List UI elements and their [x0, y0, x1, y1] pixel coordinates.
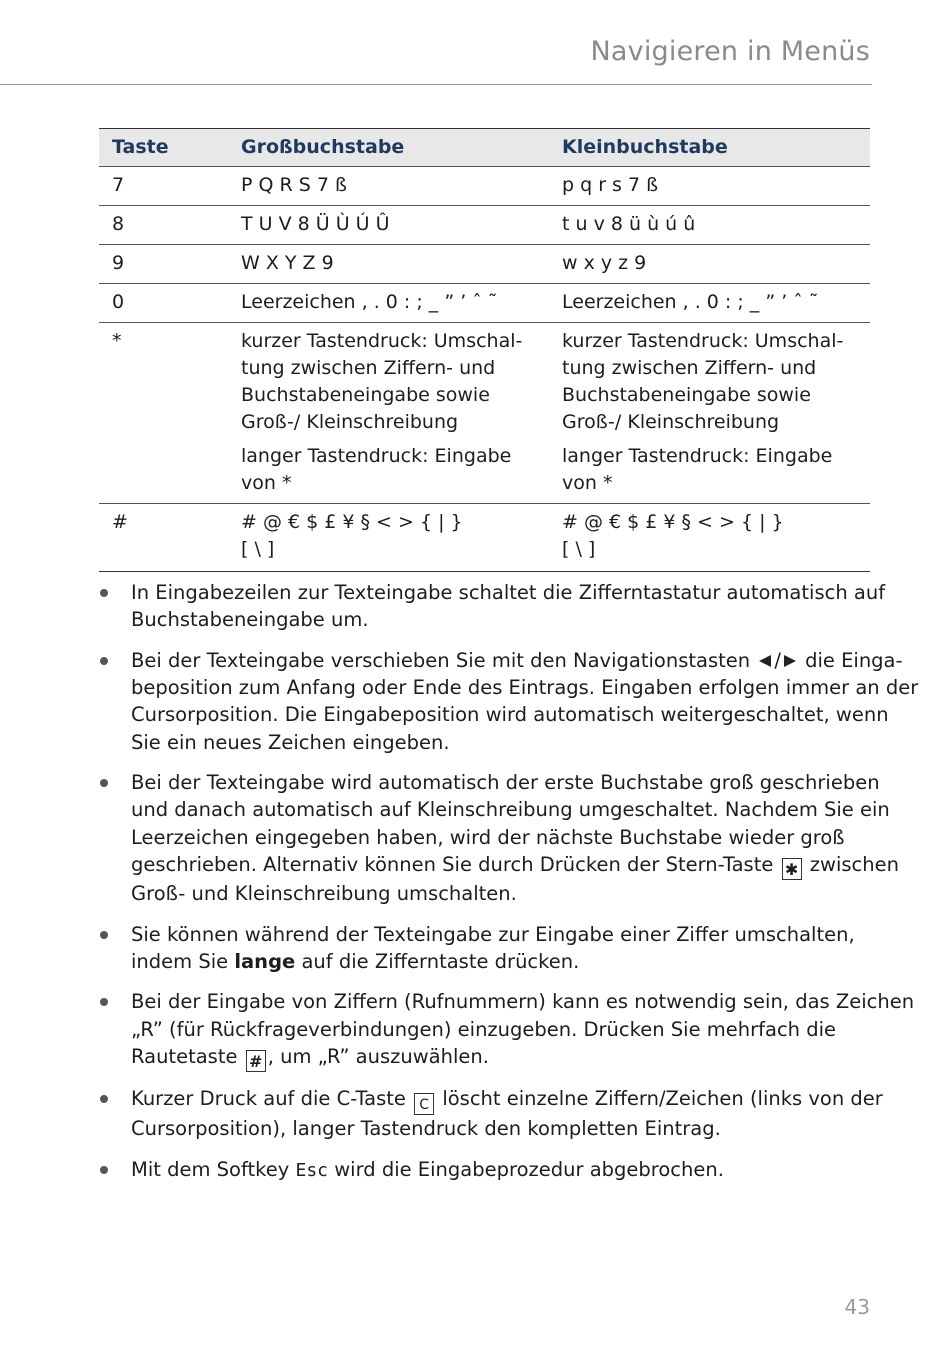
key-cell: 8: [99, 206, 228, 245]
lowercase-cell: [549, 323, 870, 504]
short-press-description: kurzer Tastendruck: Umschal- tung zwischen Ziffern- und Buchstabeneingabe sowie Groß-/ Kleinschreibung: [562, 330, 844, 433]
key-cell: #: [99, 504, 228, 572]
c-key-icon: C: [414, 1093, 434, 1115]
lowercase-cell: w x y z 9: [549, 245, 870, 284]
list-item: Bei der Texteingabe verschieben Sie mit den Navigationstasten / die Einga- beposition zum Anfang oder Ende des Eintrags. Eingaben erfolgen immer an der Cursorposition. Die Eingabeposition wird automatisch weitergeschaltet, wenn Sie ein neues Zeichen eingeben.: [99, 647, 874, 756]
list-item: Mit dem Softkey Esc wird die Eingabeprozedur abgebrochen.: [99, 1156, 874, 1184]
lowercase-cell: # @ € $ £ ¥ § < > { | } [ \ ]: [549, 504, 870, 572]
key-mapping-table: [99, 128, 870, 572]
emphasis-text: lange: [234, 949, 296, 973]
list-item: In Eingabezeilen zur Texteingabe schaltet die Zifferntastatur automatisch auf Buchstabeneingabe um.: [99, 579, 874, 633]
hash-key-icon: #: [246, 1050, 266, 1072]
column-header-lowercase: Kleinbuchstabe: [549, 129, 870, 167]
lowercase-cell: t u v 8 ü ù ú û: [549, 206, 870, 245]
table-row: [99, 167, 870, 206]
uppercase-cell: P Q R S 7 ß: [228, 167, 549, 206]
uppercase-cell: T U V 8 Ü Ù Ú Û: [228, 206, 549, 245]
table-row: [99, 323, 870, 504]
table-row: [99, 504, 870, 572]
bullet-icon: [100, 931, 108, 939]
uppercase-cell: [228, 323, 549, 504]
list-item: Bei der Texteingabe wird automatisch der erste Buchstabe groß geschrieben und danach automatisch auf Kleinschreibung umgeschaltet. Nachdem Sie ein Leerzeichen eingegeben haben, wird der nächste Buchstabe wieder groß geschrieben. Alternativ können Sie durch Drücken der Stern-Taste ✱ zwischen Groß- und Kleinschreibung umschalten.: [99, 769, 874, 907]
long-press-description: langer Tastendruck: Eingabe von *: [562, 445, 833, 494]
star-key-icon: ✱: [782, 858, 802, 880]
list-item: Bei der Eingabe von Ziffern (Rufnummern) kann es notwendig sein, das Zeichen „R” (für Rückfrageverbindungen) einzugeben. Drücken Sie mehrfach die Rautetaste # , um „R” auszuwählen.: [99, 988, 874, 1071]
bullet-icon: [100, 1095, 108, 1103]
lowercase-cell: Leerzeichen , . 0 : ; _ ” ’ ˆ ˜: [549, 284, 870, 323]
list-item: Sie können während der Texteingabe zur Eingabe einer Ziffer umschalten, indem Sie lange auf die Zifferntaste drücken.: [99, 921, 874, 975]
key-cell: 7: [99, 167, 228, 206]
uppercase-cell: W X Y Z 9: [228, 245, 549, 284]
list-item: Kurzer Druck auf die C-Taste C löscht einzelne Ziffern/Zeichen (links von der Cursorposition), langer Tastendruck den kompletten Eintrag.: [99, 1085, 874, 1142]
table-row: [99, 245, 870, 284]
page-number: 43: [844, 1295, 870, 1319]
bullet-icon: [100, 779, 108, 787]
key-cell: 0: [99, 284, 228, 323]
short-press-description: kurzer Tastendruck: Umschal- tung zwischen Ziffern- und Buchstabeneingabe sowie Groß-/ Kleinschreibung: [241, 330, 523, 433]
key-cell: 9: [99, 245, 228, 284]
long-press-description: langer Tastendruck: Eingabe von *: [241, 445, 512, 494]
table-row: [99, 206, 870, 245]
bullet-icon: [100, 1166, 108, 1174]
nav-right-icon: [784, 655, 796, 667]
uppercase-cell: # @ € $ £ ¥ § < > { | } [ \ ]: [228, 504, 549, 572]
table-row: [99, 284, 870, 323]
uppercase-cell: Leerzeichen , . 0 : ; _ ” ’ ˆ ˜: [228, 284, 549, 323]
column-header-uppercase: Großbuchstabe: [228, 129, 549, 167]
table-header-row: [99, 129, 870, 167]
header-divider: [0, 84, 872, 85]
bullet-icon: [100, 657, 108, 665]
key-cell: *: [99, 323, 228, 504]
page-header-title: Navigieren in Menüs: [590, 36, 870, 67]
lowercase-cell: p q r s 7 ß: [549, 167, 870, 206]
bullet-icon: [100, 998, 108, 1006]
nav-left-icon: [759, 655, 771, 667]
esc-softkey-label: Esc: [295, 1160, 328, 1182]
bullet-icon: [100, 589, 108, 597]
column-header-key: Taste: [99, 129, 228, 167]
instructions-list: [99, 579, 919, 1198]
